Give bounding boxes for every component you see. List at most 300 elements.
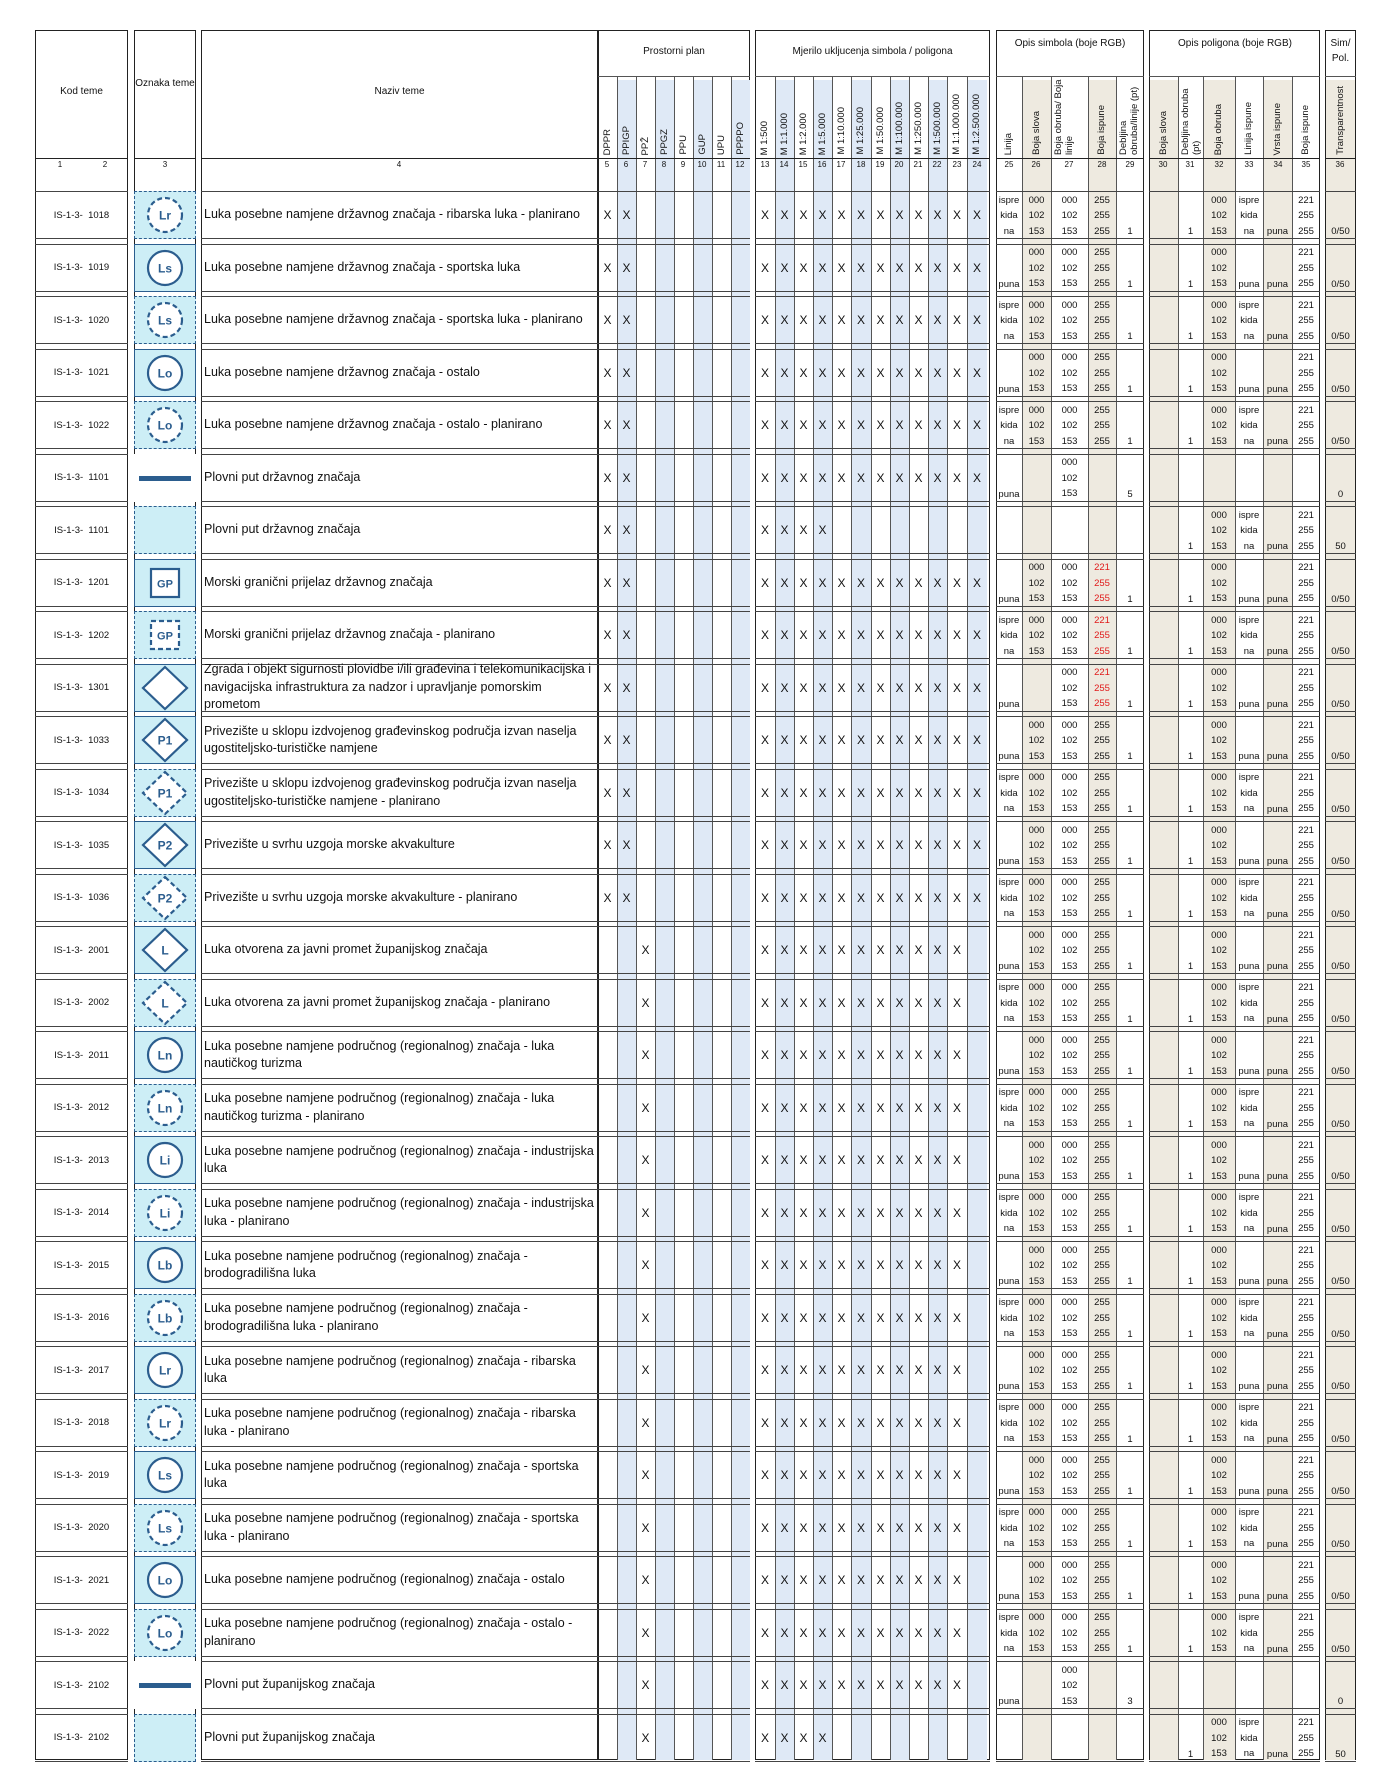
symbol-letter-color: 000 102 153 xyxy=(1028,1244,1045,1287)
scale-mark-5: X xyxy=(856,1573,865,1587)
scale-mark-1: X xyxy=(780,785,789,800)
scale-mark-1: X xyxy=(780,680,789,695)
polygon-col-label-0: Boja slova xyxy=(1157,111,1169,155)
svg-text:Lr: Lr xyxy=(159,1363,171,1378)
scale-mark-8: X xyxy=(914,418,923,432)
polygon-fill-color: 221 255 255 xyxy=(1298,1717,1314,1760)
transp-label: Transparentnost xyxy=(1334,86,1346,155)
col-number-31: 31 xyxy=(1185,160,1195,169)
oznaka-teme-label: Oznaka teme xyxy=(135,78,195,89)
scale-mark-6: X xyxy=(876,1573,885,1587)
scale-mark-4: X xyxy=(837,418,846,432)
scale-mark-2: X xyxy=(799,785,808,800)
svg-text:Ls: Ls xyxy=(157,261,173,275)
scale-mark-8: X xyxy=(914,943,923,957)
symbol-letter-color: 000 102 153 xyxy=(1028,299,1045,342)
symbol-letter-color: 000 102 153 xyxy=(1028,982,1045,1025)
scale-mark-6: X xyxy=(876,1310,885,1325)
theme-name: Luka posebne namjene područnog (regionalnog) značaja - sportska luka xyxy=(204,1458,579,1490)
symbol-outline-color: 000 102 153 xyxy=(1061,1139,1078,1182)
col-number-11: 11 xyxy=(716,160,726,169)
polygon-line-type: puna xyxy=(1238,383,1260,395)
header-rule-4 xyxy=(1325,76,1356,77)
scale-mark-1: X xyxy=(780,260,789,275)
polygon-fill-color: 221 255 255 xyxy=(1298,1244,1314,1287)
plan-mark-ppigp: X xyxy=(622,260,631,275)
symbol-thickness: 1 xyxy=(1127,1276,1133,1287)
transparency-value: 0/50 xyxy=(1331,226,1350,237)
col-number-10: 10 xyxy=(697,160,707,169)
scale-mark-3: X xyxy=(818,260,827,275)
scale-mark-9: X xyxy=(933,1310,942,1325)
square-symbol-icon xyxy=(134,559,196,607)
polygon-line-type: ispre kida na xyxy=(1238,877,1260,920)
scale-mark-8: X xyxy=(914,1310,923,1325)
svg-text:Lb: Lb xyxy=(157,1311,173,1325)
transparency-value: 0/50 xyxy=(1331,593,1350,605)
scale-mark-4: X xyxy=(837,785,846,800)
scale-mark-3: X xyxy=(818,1625,827,1640)
polygon-thickness: 1 xyxy=(1187,1433,1194,1445)
scale-mark-2: X xyxy=(799,365,808,380)
diamond-symbol-icon xyxy=(134,874,196,922)
scale-mark-10: X xyxy=(952,470,961,485)
symbol-letter-color: 000 102 153 xyxy=(1028,1454,1045,1497)
symbol-outline-color: 000 102 153 xyxy=(1061,1297,1078,1340)
plan-label-5: GUP xyxy=(696,134,708,155)
symbol-fill-color: 255 255 255 xyxy=(1094,299,1110,342)
polygon-outline-color: 000 102 153 xyxy=(1211,929,1227,972)
scale-mark-0: X xyxy=(760,1205,769,1220)
polygon-fill-type: puna xyxy=(1266,541,1289,552)
scale-mark-4: X xyxy=(837,1205,846,1220)
theme-code: IS-1-3- 2011 xyxy=(54,1049,109,1061)
scale-mark-1: X xyxy=(780,208,789,222)
polygon-outline-color: 000 102 153 xyxy=(1211,667,1227,710)
polygon-outline-color: 000 102 153 xyxy=(1211,1612,1227,1655)
transparency-value: 0/50 xyxy=(1331,1013,1350,1025)
polygon-fill-type: puna xyxy=(1266,1118,1289,1130)
scale-mark-1: X xyxy=(780,1520,789,1535)
scale-mark-5: X xyxy=(856,890,865,905)
scale-mark-2: X xyxy=(799,1153,808,1167)
polygon-fill-color: 221 255 255 xyxy=(1298,404,1314,447)
scale-mark-2: X xyxy=(799,260,808,275)
scale-mark-4: X xyxy=(837,208,846,222)
scale-mark-2: X xyxy=(799,208,808,222)
col-number-23: 23 xyxy=(952,160,962,169)
scale-mark-9: X xyxy=(933,1520,942,1535)
transparency-value: 0/50 xyxy=(1331,1381,1350,1392)
polygon-fill-type: puna xyxy=(1266,1013,1289,1025)
scale-mark-9: X xyxy=(933,733,942,747)
scale-mark-7: X xyxy=(895,470,904,485)
header-bottom-7 xyxy=(1325,158,1356,159)
scale-label-0: M 1:500 xyxy=(759,120,770,155)
polygon-thickness: 1 xyxy=(1187,1118,1194,1130)
scale-mark-3: X xyxy=(818,1363,827,1377)
scale-mark-2: X xyxy=(799,1258,808,1272)
scale-mark-4: X xyxy=(837,838,846,852)
scale-mark-2: X xyxy=(799,1520,808,1535)
diamond-symbol-icon xyxy=(134,716,196,764)
scale-mark-7: X xyxy=(895,365,904,380)
plan-mark-dppr: X xyxy=(603,523,612,537)
circle-symbol-icon xyxy=(134,1189,196,1237)
polygon-fill-color: 221 255 255 xyxy=(1298,1402,1314,1445)
scale-mark-5: X xyxy=(856,1310,865,1325)
plan-mark-ppigp: X xyxy=(622,890,631,905)
scale-label-6: M 1:50.000 xyxy=(874,107,886,155)
scale-mark-4: X xyxy=(837,628,846,642)
transparency-value: 0/50 xyxy=(1331,436,1350,447)
symbol-thickness: 1 xyxy=(1127,751,1133,762)
svg-text:Lo: Lo xyxy=(157,418,173,433)
scale-mark-3: X xyxy=(818,365,827,380)
scale-mark-4: X xyxy=(837,470,846,485)
svg-text:P1: P1 xyxy=(157,733,173,748)
symbol-thickness: 1 xyxy=(1127,1223,1133,1235)
col-number-28: 28 xyxy=(1097,160,1107,169)
polygon-fill-type: puna xyxy=(1266,908,1289,920)
scale-mark-8: X xyxy=(914,313,923,327)
col-number-2: 2 xyxy=(102,160,108,169)
polygon-line-type: ispre kida na xyxy=(1238,1087,1260,1130)
symbol-fill-color: 255 255 255 xyxy=(1094,1559,1110,1602)
plan-mark-dppr: X xyxy=(603,838,612,852)
polygon-fill-type: puna xyxy=(1266,856,1289,867)
plan-mark-dppr: X xyxy=(603,208,612,222)
polygon-thickness: 1 xyxy=(1187,1748,1194,1760)
symbol-thickness: 1 xyxy=(1127,278,1133,290)
scale-mark-7: X xyxy=(895,1468,904,1482)
svg-text:L: L xyxy=(161,943,169,958)
scale-mark-0: X xyxy=(760,680,769,695)
polygon-outline-color: 000 102 153 xyxy=(1211,614,1227,657)
symbol-thickness: 1 xyxy=(1127,1643,1133,1655)
scale-mark-3: X xyxy=(818,1048,827,1062)
symbol-fill-color: 255 255 255 xyxy=(1094,1402,1110,1445)
symbol-line-type: puna xyxy=(998,961,1020,972)
theme-name: Luka otvorena za javni promet županijskog značaja xyxy=(204,942,488,957)
polygon-fill-color: 221 255 255 xyxy=(1298,1454,1314,1497)
scale-mark-10: X xyxy=(952,1468,961,1482)
symbol-line-type: ispre kida na xyxy=(998,1297,1020,1340)
symbol-fill-color: 255 255 255 xyxy=(1094,1297,1110,1340)
symbol-fill-color: 255 255 255 xyxy=(1094,1349,1110,1392)
transparency-value: 0/50 xyxy=(1331,1066,1350,1077)
symbol-line-type: ispre kida na xyxy=(998,194,1020,237)
scale-mark-11: X xyxy=(972,785,981,800)
polygon-line-type: puna xyxy=(1238,1381,1260,1392)
scale-mark-10: X xyxy=(952,1678,961,1692)
polygon-fill-color: 221 255 255 xyxy=(1298,194,1314,237)
area-symbol-icon xyxy=(134,1714,196,1762)
plan-mark-ppz: X xyxy=(641,1153,650,1167)
plan-mark-ppigp: X xyxy=(622,838,631,852)
scale-mark-8: X xyxy=(914,575,923,590)
row-29-frame-5 xyxy=(996,1714,1144,1762)
scale-mark-4: X xyxy=(837,365,846,380)
scale-mark-9: X xyxy=(933,1468,942,1482)
scale-mark-11: X xyxy=(972,628,981,642)
svg-text:GP: GP xyxy=(157,578,173,590)
symbol-thickness: 1 xyxy=(1127,1433,1133,1445)
plan-label-4: PPU xyxy=(677,135,689,155)
scale-mark-0: X xyxy=(760,1678,769,1692)
polygon-fill-type: puna xyxy=(1266,646,1289,657)
col-number-7: 7 xyxy=(642,160,648,169)
header-rule-3 xyxy=(1149,76,1320,77)
scale-mark-10: X xyxy=(952,1573,961,1587)
symbol-outline-color: 000 102 153 xyxy=(1061,1349,1078,1392)
scale-mark-3: X xyxy=(818,208,827,222)
plan-mark-ppigp: X xyxy=(622,733,631,747)
polygon-outline-color: 000 102 153 xyxy=(1211,404,1227,447)
scale-mark-9: X xyxy=(933,313,942,327)
theme-name: Privezište u svrhu uzgoja morske akvakulture xyxy=(204,837,455,852)
col-number-35: 35 xyxy=(1301,160,1311,169)
scale-mark-2: X xyxy=(799,1100,808,1115)
polygon-line-type: puna xyxy=(1238,751,1260,762)
scale-mark-7: X xyxy=(895,1258,904,1272)
scale-mark-0: X xyxy=(760,1153,769,1167)
scale-mark-8: X xyxy=(914,995,923,1010)
header-bottom-3 xyxy=(598,158,750,159)
scale-mark-2: X xyxy=(799,575,808,590)
scale-mark-3: X xyxy=(818,838,827,852)
scale-mark-9: X xyxy=(933,1573,942,1587)
symbol-thickness: 1 xyxy=(1127,646,1133,657)
theme-code: IS-1-3- 2018 xyxy=(53,1417,110,1428)
symbol-fill-color: 255 255 255 xyxy=(1094,1612,1110,1655)
scale-mark-5: X xyxy=(856,470,865,485)
scale-mark-0: X xyxy=(760,1415,769,1430)
scale-mark-5: X xyxy=(856,260,865,275)
plan-mark-ppz: X xyxy=(641,1415,650,1430)
square-symbol-icon xyxy=(134,611,196,659)
scale-mark-0: X xyxy=(760,890,769,905)
symbol-thickness: 1 xyxy=(1127,1538,1133,1550)
scale-mark-7: X xyxy=(895,943,904,957)
scale-mark-9: X xyxy=(933,1363,942,1377)
circle-symbol-icon xyxy=(134,1241,196,1289)
scale-mark-9: X xyxy=(933,680,942,695)
svg-text:Li: Li xyxy=(159,1206,171,1220)
symbol-letter-color: 000 102 153 xyxy=(1028,1192,1045,1235)
polygon-line-type: ispre kida na xyxy=(1238,1402,1260,1445)
theme-code: IS-1-3- 2102 xyxy=(53,1679,110,1691)
symbol-thickness: 3 xyxy=(1127,1696,1133,1707)
transparency-value: 0/50 xyxy=(1331,383,1350,395)
row-15-frame-3 xyxy=(598,979,750,1027)
symbol-thickness: 1 xyxy=(1127,383,1133,395)
scale-mark-8: X xyxy=(914,470,923,485)
col-number-9: 9 xyxy=(680,160,686,169)
scale-mark-1: X xyxy=(780,1363,789,1377)
polygon-line-type: puna xyxy=(1238,1591,1260,1602)
polygon-thickness: 1 xyxy=(1187,1643,1194,1655)
polygon-line-type: puna xyxy=(1238,961,1260,972)
scale-mark-5: X xyxy=(856,733,865,747)
scale-mark-3: X xyxy=(818,1415,827,1430)
scale-mark-4: X xyxy=(837,943,846,957)
symbol-letter-color: 000 102 153 xyxy=(1028,1034,1045,1077)
symbol-thickness: 1 xyxy=(1127,961,1133,972)
polygon-fill-type: puna xyxy=(1266,226,1289,237)
scale-mark-11: X xyxy=(972,365,981,380)
plan-mark-ppz: X xyxy=(641,943,650,957)
circle-symbol-icon xyxy=(134,1084,196,1132)
scale-label-1: M 1:1.000 xyxy=(778,112,790,155)
polygon-outline-color: 000 102 153 xyxy=(1211,562,1227,605)
polygon-fill-color: 221 255 255 xyxy=(1298,877,1314,920)
scale-mark-9: X xyxy=(933,785,942,800)
polygon-outline-color: 000 102 153 xyxy=(1211,299,1227,342)
polygon-fill-type: puna xyxy=(1266,961,1289,972)
row-22-frame-3 xyxy=(598,1346,750,1394)
theme-name: Luka posebne namjene područnog (regionalnog) značaja - ostalo - planirano xyxy=(204,1616,573,1648)
scale-label-11: M 1:2.500.000 xyxy=(971,94,982,155)
transparency-value: 0/50 xyxy=(1331,1538,1350,1550)
scale-mark-9: X xyxy=(933,1625,942,1640)
polygon-fill-color: 221 255 255 xyxy=(1298,1612,1314,1655)
scale-mark-8: X xyxy=(914,1520,923,1535)
polygon-col-label-1: Debljina obruba (pt) xyxy=(1180,88,1202,155)
scale-mark-0: X xyxy=(760,995,769,1010)
plan-mark-dppr: X xyxy=(603,785,612,800)
symbol-thickness: 1 xyxy=(1127,1013,1133,1025)
symbol-thickness: 1 xyxy=(1127,1486,1133,1497)
polygon-fill-type: puna xyxy=(1266,1171,1289,1182)
col-number-33: 33 xyxy=(1244,160,1254,169)
scale-mark-8: X xyxy=(914,1625,923,1640)
transparency-value: 0/50 xyxy=(1331,1643,1350,1655)
theme-code: IS-1-3- 2014 xyxy=(53,1207,110,1218)
polygon-line-type: ispre kida na xyxy=(1238,982,1260,1025)
scale-mark-6: X xyxy=(876,1415,885,1430)
opis-simbola-label: Opis simbola (boje RGB) xyxy=(1014,38,1126,49)
plan-mark-ppz: X xyxy=(641,1678,650,1692)
naziv-teme-label: Naziv teme xyxy=(374,86,425,97)
symbol-fill-color: 221 255 255 xyxy=(1094,667,1110,710)
symbol-outline-color: 000 102 153 xyxy=(1061,194,1078,237)
theme-name: Luka posebne namjene područnog (regionalnog) značaja - luka nautičkog turizma xyxy=(204,1038,555,1070)
scale-mark-3: X xyxy=(818,1100,827,1115)
scale-mark-9: X xyxy=(933,838,942,852)
scale-mark-5: X xyxy=(856,1205,865,1220)
theme-name: Luka posebne namjene područnog (regionalnog) značaja - ribarska luka - planirano xyxy=(204,1406,576,1438)
scale-label-8: M 1:250.000 xyxy=(912,102,924,155)
row-29-frame-3 xyxy=(598,1714,750,1762)
polygon-fill-type: puna xyxy=(1266,1223,1289,1235)
theme-code: IS-1-3- 2015 xyxy=(53,1259,110,1271)
polygon-fill-color: 221 255 255 xyxy=(1298,929,1314,972)
symbol-thickness: 1 xyxy=(1127,1381,1133,1392)
symbol-thickness: 1 xyxy=(1127,698,1133,710)
symbol-col-label-4: Debljina obruba/linije (pt) xyxy=(1118,86,1140,155)
polygon-fill-type: puna xyxy=(1266,1538,1289,1550)
scale-mark-5: X xyxy=(856,1363,865,1377)
theme-name: Luka posebne namjene područnog (regionalnog) značaja - brodogradilišna luka xyxy=(204,1248,528,1280)
plan-mark-ppz: X xyxy=(641,1205,650,1220)
theme-name: Plovni put županijskog značaja xyxy=(204,1729,375,1744)
plan-mark-ppigp: X xyxy=(622,470,631,485)
scale-mark-5: X xyxy=(856,1625,865,1640)
plan-label-0: DPPR xyxy=(601,128,613,155)
polygon-line-type: puna xyxy=(1238,593,1260,605)
theme-name: Luka posebne namjene državnog značaja - ostalo xyxy=(204,364,480,379)
symbol-outline-color: 000 102 153 xyxy=(1061,824,1078,867)
symbol-letter-color: 000 102 153 xyxy=(1028,562,1045,605)
plan-mark-dppr: X xyxy=(603,680,612,695)
symbol-fill-color: 255 255 255 xyxy=(1094,719,1110,762)
scale-mark-1: X xyxy=(780,1100,789,1115)
symbol-line-type: puna xyxy=(998,1696,1020,1707)
scale-mark-6: X xyxy=(876,1678,885,1692)
symbol-outline-color: 000 102 153 xyxy=(1061,667,1078,710)
scale-mark-3: X xyxy=(818,575,827,590)
row-28-frame-6 xyxy=(1149,1661,1320,1709)
theme-name: Privezište u sklopu izdvojenog građevinskog područja izvan naselja ugostiteljsko-turističke namjene - planirano xyxy=(204,776,577,808)
symbol-outline-color: 000 102 153 xyxy=(1061,404,1078,447)
scale-mark-4: X xyxy=(837,1415,846,1430)
scale-mark-4: X xyxy=(837,1573,846,1587)
theme-code: IS-1-3- 1019 xyxy=(53,262,110,273)
circle-symbol-icon xyxy=(134,1136,196,1184)
scale-mark-9: X xyxy=(933,1258,942,1272)
scale-mark-7: X xyxy=(895,733,904,747)
symbol-fill-color: 255 255 255 xyxy=(1094,352,1110,395)
scale-mark-10: X xyxy=(952,1258,961,1272)
scale-mark-5: X xyxy=(856,208,865,222)
svg-text:P2: P2 xyxy=(157,838,173,853)
diamond-symbol-icon xyxy=(134,821,196,869)
scale-mark-3: X xyxy=(818,943,827,957)
transparency-value: 0/50 xyxy=(1331,1433,1350,1445)
symbol-outline-color: 000 102 153 xyxy=(1061,614,1078,657)
scale-mark-11: X xyxy=(972,890,981,905)
scale-label-5: M 1:25.000 xyxy=(855,107,866,155)
scale-mark-5: X xyxy=(856,418,865,432)
scale-mark-8: X xyxy=(914,838,923,852)
polygon-thickness: 1 xyxy=(1187,436,1194,447)
theme-name: Plovni put državnog značaja xyxy=(204,469,361,484)
symbol-fill-color: 255 255 255 xyxy=(1094,1244,1110,1287)
symbol-letter-color: 000 102 153 xyxy=(1028,1087,1045,1130)
theme-name: Luka posebne namjene područnog (regionalnog) značaja - industrijska luka xyxy=(204,1143,594,1175)
scale-mark-3: X xyxy=(818,1678,827,1692)
col-number-30: 30 xyxy=(1158,160,1168,169)
scale-mark-2: X xyxy=(799,628,808,642)
symbol-outline-color: 000 102 153 xyxy=(1061,562,1078,605)
header-rule-1 xyxy=(755,76,990,77)
theme-code: IS-1-3- 1201 xyxy=(53,577,110,588)
polygon-outline-color: 000 102 153 xyxy=(1211,982,1227,1025)
polygon-line-type: ispre kida na xyxy=(1238,299,1260,342)
scale-mark-7: X xyxy=(895,575,904,590)
row-14-frame-3 xyxy=(598,926,750,974)
circle-symbol-icon xyxy=(134,349,196,397)
transparency-value: 0 xyxy=(1337,488,1344,500)
polygon-thickness: 1 xyxy=(1187,908,1194,920)
scale-mark-4: X xyxy=(837,1363,846,1377)
scale-mark-4: X xyxy=(837,1153,846,1167)
plan-mark-ppz: X xyxy=(641,995,650,1010)
polygon-line-type: ispre kida na xyxy=(1238,1192,1260,1235)
symbol-letter-color: 000 102 153 xyxy=(1028,929,1045,972)
scale-mark-0: X xyxy=(760,1258,769,1272)
